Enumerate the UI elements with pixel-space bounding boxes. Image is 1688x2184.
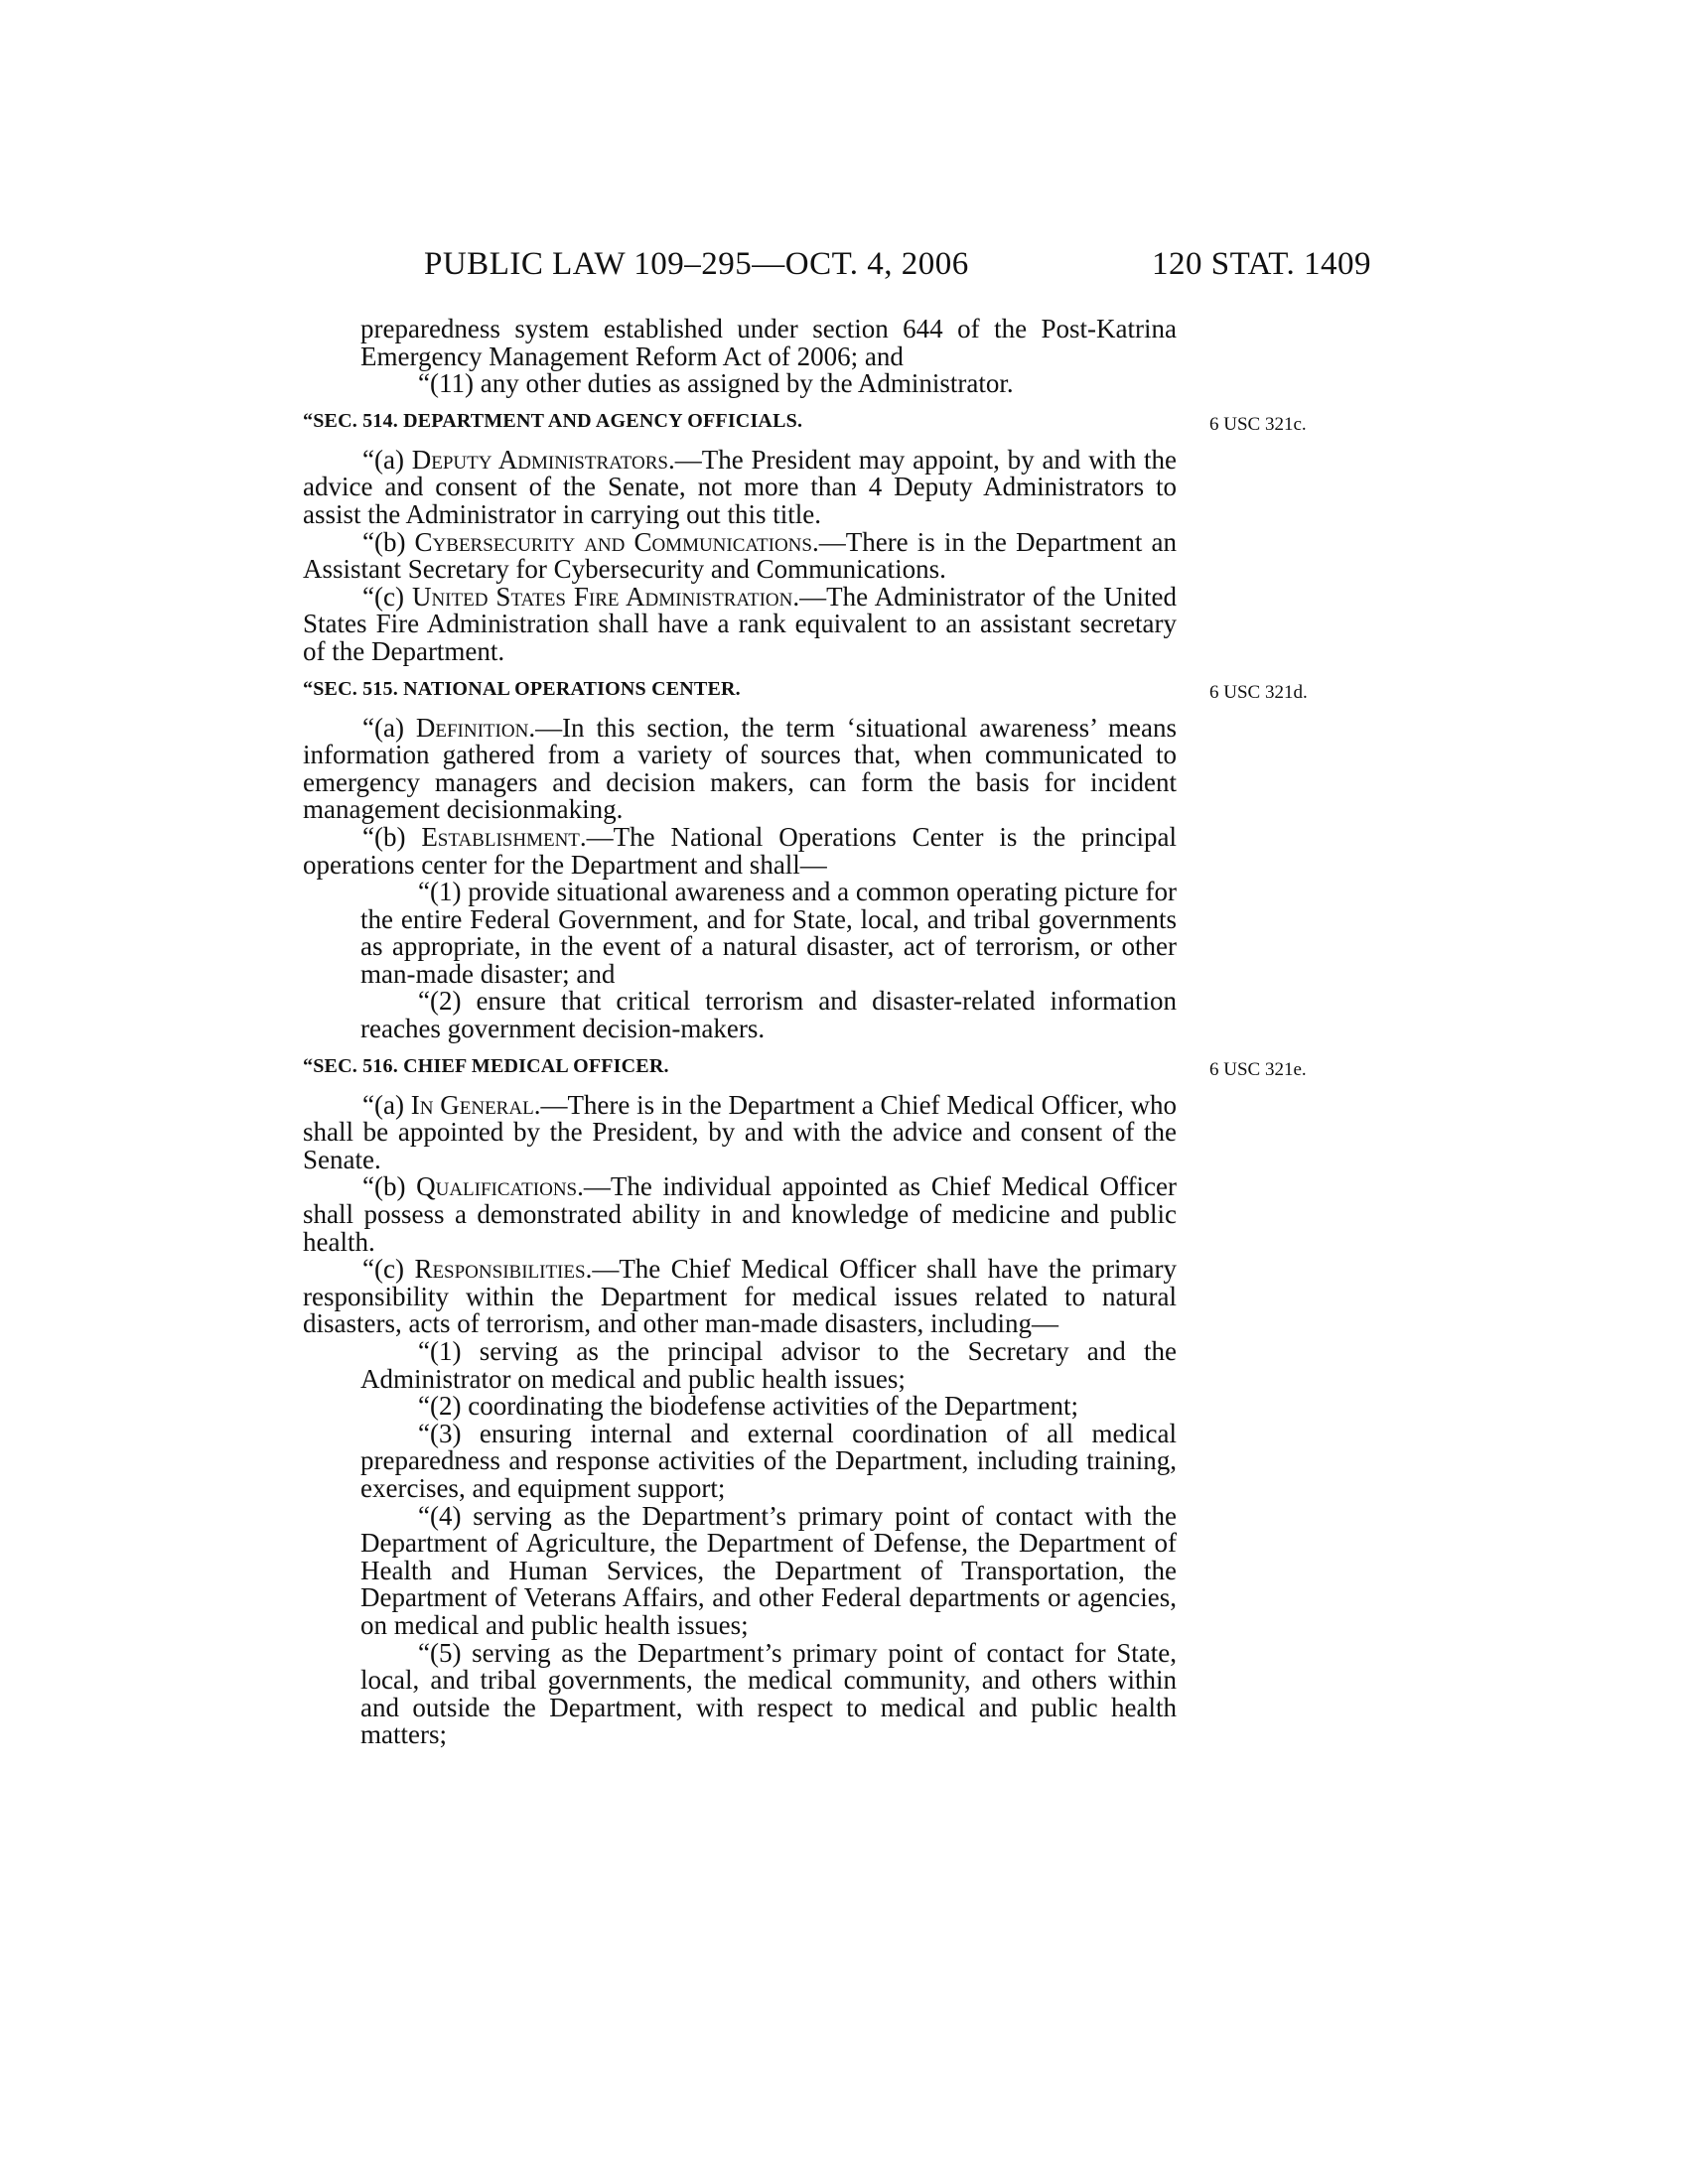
subsection-b: “(b) Establishment.—The National Operations Center is the principal operations center for the Department and shall— [303,821,1178,880]
paragraph-2: “(2) coordinating the biodefense activities of the Department; [418,1391,1079,1422]
margin-note-usc: 6 USC 321c. [1209,413,1307,435]
section-516-heading [303,1053,1307,1080]
subsection-heading: Cybersecurity and Communications [414,526,812,557]
subsection-c: “(c) United States Fire Administration.—The Administrator of the United States Fire Administration shall have a rank equivalent to an assistant secretary of the Department. [303,581,1177,666]
running-header-law: PUBLIC LAW 109–295—OCT. 4, 2006 [424,246,969,282]
subsection-heading: Deputy Administrators [411,444,668,475]
subsection-heading: United States Fire Administration [411,581,793,612]
section-title: “SEC. 515. NATIONAL OPERATIONS CENTER. [303,677,741,700]
subsection-heading: Definition [415,712,529,743]
running-header-stat: 120 STAT. 1409 [1152,246,1372,282]
paragraph-continuation: preparedness system established under section 644 of the Post-Katrina Emergency Management Reform Act of 2006; and [360,314,1177,371]
body-text [303,314,1308,1750]
section-title: “SEC. 514. DEPARTMENT AND AGENCY OFFICIALS. [303,409,803,432]
subsection-a: “(a) In General.—There is in the Department a Chief Medical Officer, who shall be appointed by the President, by and with the advice and consent of the Senate. [303,1089,1177,1174]
subsection-heading: Responsibilities [414,1254,586,1285]
section-title: “SEC. 516. CHIEF MEDICAL OFFICER. [303,1054,669,1077]
subsection-heading: In General [410,1089,534,1120]
paragraph-1: “(1) provide situational awareness and a common operating picture for the entire Federal Government, and for State, local, and tribal governments as appropriate, in the event of a natural disaster, act of terrorism, or other man-made disaster; and [360,877,1177,989]
paragraph-1: “(1) serving as the principal advisor to the Secretary and the Administrator on medical and public health issues; [360,1336,1177,1394]
paragraph-2: “(2) ensure that critical terrorism and disaster-related information reaches government decision-makers. [360,986,1177,1044]
paragraph-3: “(3) ensuring internal and external coordination of all medical preparedness and response activities of the Department, including training, exercises, and equipment support; [360,1418,1177,1503]
paragraph-5: “(5) serving as the Department’s primary point of contact for State, local, and tribal governments, the medical community, and others within and outside the Department, with respect to medical and public health matters; [360,1637,1177,1750]
paragraph-11: “(11) any other duties as assigned by the Administrator. [418,368,1014,399]
subsection-b: “(b) Cybersecurity and Communications.—There is in the Department an Assistant Secretary for Cybersecurity and Communications. [303,526,1177,585]
subsection-heading: Qualifications [416,1171,578,1202]
subsection-a: “(a) Definition.—In this section, the term ‘situational awareness’ means information gathered from a variety of sources that, when communicated to emergency managers and decision makers, can form the basis for incident management decisionmaking. [303,712,1178,825]
subsection-c: “(c) Responsibilities.—The Chief Medical Officer shall have the primary responsibility within the Department for medical issues related to natural disasters, acts of terrorism, and other man-made disasters, including— [303,1254,1177,1339]
subsection-b: “(b) Qualifications.—The individual appointed as Chief Medical Officer shall possess a demonstrated ability in and knowledge of medicine and public health. [303,1171,1177,1257]
paragraph-4: “(4) serving as the Department’s primary point of contact with the Department of Agriculture, the Department of Defense, the Department of Health and Human Services, the Department of Transportation, the Department of Veterans Affairs, and other Federal departments or agencies, on medical and public health issues; [360,1500,1177,1640]
subsection-heading: Establishment [421,821,580,852]
section-515-heading [303,676,1308,703]
subsection-a: “(a) Deputy Administrators.—The President may appoint, by and with the advice and consent of the Senate, not more than 4 Deputy Administrators to assist the Administrator in carrying out this title. [303,444,1178,529]
margin-note-usc: 6 USC 321d. [1209,681,1308,703]
margin-note-usc: 6 USC 321e. [1209,1058,1307,1080]
section-514-heading [303,408,1307,435]
